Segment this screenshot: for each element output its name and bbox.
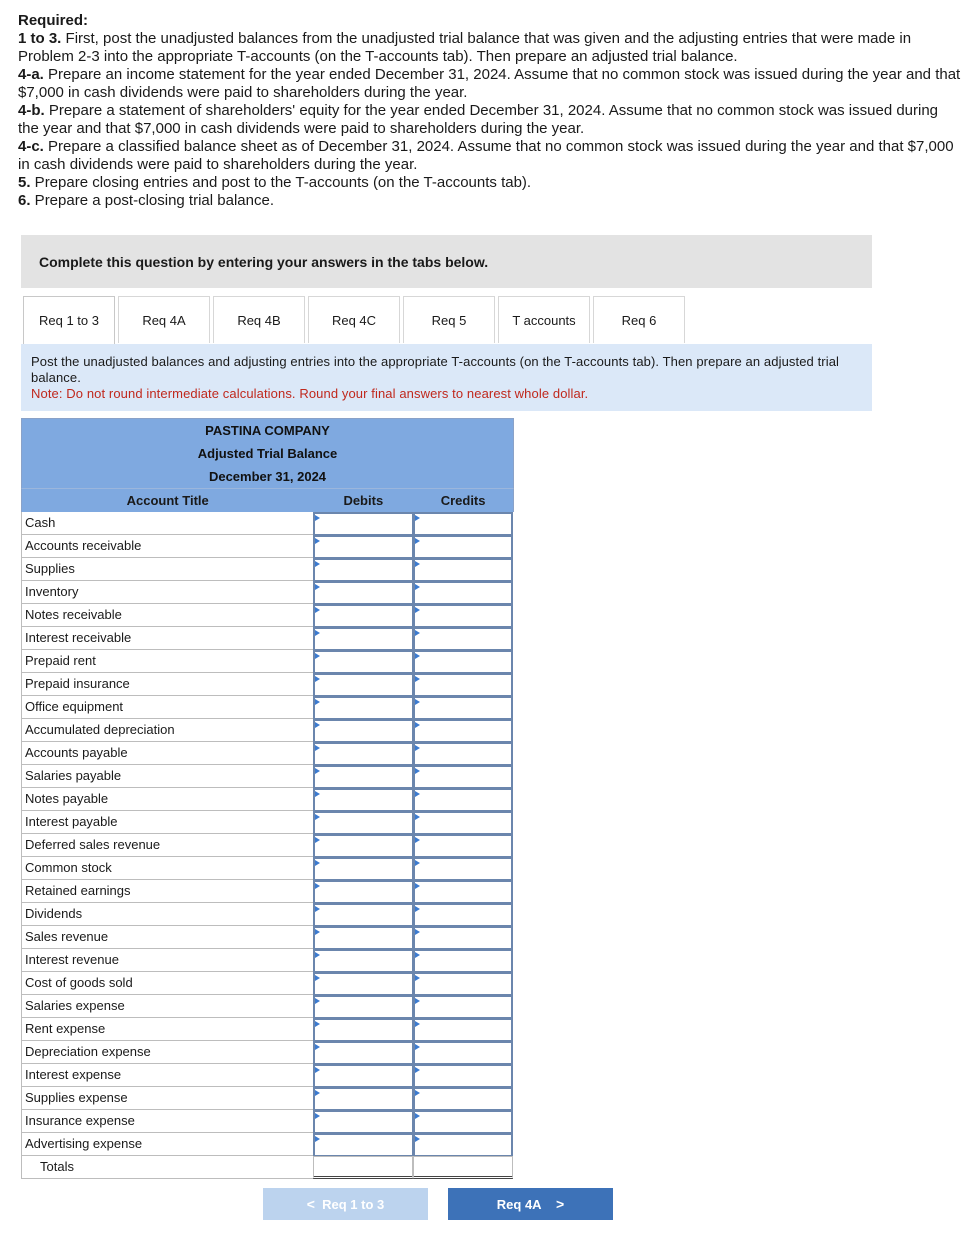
requirement-number: 5.	[18, 174, 31, 191]
requirement-text: Prepare closing entries and post to the T-accounts (on the T-accounts tab).	[30, 174, 532, 191]
credit-input[interactable]	[415, 698, 511, 718]
dropdown-marker-icon	[415, 584, 420, 590]
table-row	[21, 742, 514, 765]
dropdown-marker-icon	[415, 998, 420, 1004]
debit-input[interactable]	[315, 1043, 412, 1063]
account-title: Interest payable	[22, 811, 313, 834]
debit-cell	[313, 581, 413, 604]
dropdown-marker-icon	[415, 791, 420, 797]
credit-input[interactable]	[415, 1135, 511, 1155]
credit-input[interactable]	[415, 1020, 511, 1040]
debit-cell	[313, 926, 413, 949]
dropdown-marker-icon	[315, 1021, 320, 1027]
requirement-item	[18, 192, 963, 210]
debit-cell	[313, 512, 413, 535]
credit-input[interactable]	[415, 974, 511, 994]
debit-input[interactable]	[315, 905, 412, 925]
requirement-text: Prepare a post-closing trial balance.	[30, 192, 274, 209]
dropdown-marker-icon	[415, 768, 420, 774]
debit-input[interactable]	[315, 744, 412, 764]
table-row	[21, 512, 514, 535]
credit-input[interactable]	[415, 767, 511, 787]
chevron-left-icon: <	[306, 1196, 315, 1212]
debit-input[interactable]	[315, 767, 412, 787]
dropdown-marker-icon	[315, 768, 320, 774]
table-row	[21, 696, 514, 719]
table-row	[21, 604, 514, 627]
dropdown-marker-icon	[315, 791, 320, 797]
credit-cell	[413, 949, 513, 972]
debit-cell	[313, 880, 413, 903]
tab-req-4c[interactable]: Req 4C	[308, 296, 400, 343]
table-row	[21, 673, 514, 696]
dropdown-marker-icon	[315, 630, 320, 636]
table-row	[21, 581, 514, 604]
debit-input[interactable]	[315, 859, 412, 879]
debit-input[interactable]	[315, 790, 412, 810]
requirements-list	[18, 30, 963, 210]
next-button-label: Req 4A	[496, 1196, 542, 1212]
account-title-header: Account Title	[126, 493, 209, 508]
debit-input[interactable]	[315, 583, 412, 603]
dropdown-marker-icon	[315, 837, 320, 843]
credit-input[interactable]	[415, 997, 511, 1017]
company-name: PASTINA COMPANY	[21, 418, 514, 442]
tab-t-accounts[interactable]: T accounts	[498, 296, 590, 343]
debit-cell	[313, 972, 413, 995]
account-title: Interest expense	[22, 1064, 313, 1087]
debit-input[interactable]	[315, 1089, 412, 1109]
credits-header: Credits	[440, 493, 486, 508]
credit-input[interactable]	[415, 813, 511, 833]
debit-cell	[313, 1110, 413, 1133]
dropdown-marker-icon	[415, 975, 420, 981]
debit-input[interactable]	[315, 1135, 412, 1155]
debit-input[interactable]	[315, 514, 412, 534]
requirement-number: 4-c.	[18, 138, 44, 155]
credit-input[interactable]	[415, 882, 511, 902]
credit-cell	[413, 1041, 513, 1064]
total-credits-cell	[413, 1156, 513, 1179]
dropdown-marker-icon	[315, 1113, 320, 1119]
tab-req-6[interactable]: Req 6	[593, 296, 685, 343]
table-row	[21, 650, 514, 673]
account-title: Advertising expense	[22, 1133, 313, 1156]
table-row	[21, 765, 514, 788]
requirement-number: 1 to 3.	[18, 30, 62, 47]
credit-input[interactable]	[415, 629, 511, 649]
credit-cell	[413, 558, 513, 581]
requirement-number: 6.	[18, 192, 31, 209]
credit-cell	[413, 719, 513, 742]
dropdown-marker-icon	[415, 745, 420, 751]
debit-cell	[313, 1064, 413, 1087]
credit-input[interactable]	[415, 537, 511, 557]
debit-input[interactable]	[315, 1020, 412, 1040]
table-row	[21, 788, 514, 811]
credit-input[interactable]	[415, 1066, 511, 1086]
table-row	[21, 719, 514, 742]
credit-input[interactable]	[415, 836, 511, 856]
credit-cell	[413, 696, 513, 719]
dropdown-marker-icon	[415, 699, 420, 705]
credit-cell	[413, 650, 513, 673]
adjusted-trial-balance-table	[21, 418, 514, 1179]
dropdown-marker-icon	[315, 538, 320, 544]
requirement-text: Prepare a classified balance sheet as of December 31, 2024. Assume that no common stock was issued during the year and that $7,000 in cash dividends were paid to shareholders during the year.	[18, 138, 954, 173]
debit-cell	[313, 650, 413, 673]
requirement-number: 4-a.	[18, 66, 44, 83]
dropdown-marker-icon	[415, 607, 420, 613]
debit-cell	[313, 742, 413, 765]
debit-cell	[313, 949, 413, 972]
dropdown-marker-icon	[315, 722, 320, 728]
dropdown-marker-icon	[415, 630, 420, 636]
account-title: Insurance expense	[22, 1110, 313, 1133]
account-title: Accounts receivable	[22, 535, 313, 558]
table-row	[21, 926, 514, 949]
prev-button-label: Req 1 to 3	[322, 1196, 385, 1212]
dropdown-marker-icon	[315, 515, 320, 521]
dropdown-marker-icon	[315, 952, 320, 958]
credit-input[interactable]	[415, 790, 511, 810]
dropdown-marker-icon	[315, 1044, 320, 1050]
debit-cell	[313, 1041, 413, 1064]
dropdown-marker-icon	[415, 1090, 420, 1096]
credit-cell	[413, 742, 513, 765]
debit-cell	[313, 1133, 413, 1156]
credit-cell	[413, 972, 513, 995]
credit-cell	[413, 903, 513, 926]
table-row	[21, 880, 514, 903]
statement-title: Adjusted Trial Balance	[21, 442, 514, 465]
debit-input[interactable]	[315, 537, 412, 557]
dropdown-marker-icon	[415, 952, 420, 958]
debit-input[interactable]	[315, 652, 412, 672]
debit-cell	[313, 995, 413, 1018]
debit-input[interactable]	[315, 1112, 412, 1132]
credit-cell	[413, 627, 513, 650]
dropdown-marker-icon	[315, 814, 320, 820]
account-title: Interest revenue	[22, 949, 313, 972]
credit-input[interactable]	[415, 1043, 511, 1063]
account-title: Supplies	[22, 558, 313, 581]
table-row	[21, 834, 514, 857]
debit-cell	[313, 535, 413, 558]
dropdown-marker-icon	[415, 1067, 420, 1073]
dropdown-marker-icon	[415, 515, 420, 521]
table-row	[21, 627, 514, 650]
account-title: Notes receivable	[22, 604, 313, 627]
dropdown-marker-icon	[415, 538, 420, 544]
credit-cell	[413, 581, 513, 604]
dropdown-marker-icon	[415, 929, 420, 935]
debit-cell	[313, 857, 413, 880]
dropdown-marker-icon	[315, 998, 320, 1004]
debit-cell	[313, 719, 413, 742]
credit-cell	[413, 673, 513, 696]
credit-cell	[413, 512, 513, 535]
requirement-item	[18, 30, 963, 66]
dropdown-marker-icon	[415, 1044, 420, 1050]
debit-cell	[313, 673, 413, 696]
requirement-text: Prepare an income statement for the year ended December 31, 2024. Assume that no common stock was issued during the year and that $7,000 in cash dividends were paid to shareholders during the year.	[18, 66, 961, 101]
dropdown-marker-icon	[415, 906, 420, 912]
debit-cell	[313, 788, 413, 811]
credit-input[interactable]	[415, 744, 511, 764]
debit-input[interactable]	[315, 928, 412, 948]
credit-input[interactable]	[415, 514, 511, 534]
debit-input[interactable]	[315, 721, 412, 741]
debit-input[interactable]	[315, 606, 412, 626]
credit-input[interactable]	[415, 1089, 511, 1109]
debit-cell	[313, 604, 413, 627]
tab-req-4b[interactable]: Req 4B	[213, 296, 305, 343]
credit-input[interactable]	[415, 606, 511, 626]
dropdown-marker-icon	[315, 699, 320, 705]
debit-input[interactable]	[315, 675, 412, 695]
dropdown-marker-icon	[315, 607, 320, 613]
account-title: Cost of goods sold	[22, 972, 313, 995]
table-row	[21, 1133, 514, 1156]
credit-input[interactable]	[415, 721, 511, 741]
credit-cell	[413, 1064, 513, 1087]
dropdown-marker-icon	[415, 676, 420, 682]
totals-label: Totals	[22, 1156, 313, 1179]
debit-cell	[313, 1087, 413, 1110]
requirement-number: 4-b.	[18, 102, 45, 119]
table-row	[21, 811, 514, 834]
debit-input[interactable]	[315, 836, 412, 856]
account-title: Sales revenue	[22, 926, 313, 949]
dropdown-marker-icon	[415, 837, 420, 843]
credit-cell	[413, 834, 513, 857]
account-title: Cash	[22, 512, 313, 535]
tab-req-5[interactable]: Req 5	[403, 296, 495, 343]
dropdown-marker-icon	[415, 814, 420, 820]
debit-cell	[313, 696, 413, 719]
account-title: Interest receivable	[22, 627, 313, 650]
credit-cell	[413, 765, 513, 788]
debit-cell	[313, 811, 413, 834]
table-row	[21, 1110, 514, 1133]
account-title: Accounts payable	[22, 742, 313, 765]
account-title: Inventory	[22, 581, 313, 604]
dropdown-marker-icon	[415, 653, 420, 659]
credit-cell	[413, 1133, 513, 1156]
dropdown-marker-icon	[315, 883, 320, 889]
dropdown-marker-icon	[415, 883, 420, 889]
credit-cell	[413, 788, 513, 811]
credit-input[interactable]	[415, 560, 511, 580]
table-row	[21, 903, 514, 926]
account-title: Prepaid insurance	[22, 673, 313, 696]
dropdown-marker-icon	[415, 860, 420, 866]
table-row	[21, 857, 514, 880]
account-title: Dividends	[22, 903, 313, 926]
account-title: Office equipment	[22, 696, 313, 719]
credit-input[interactable]	[415, 675, 511, 695]
table-row	[21, 1041, 514, 1064]
debit-input[interactable]	[315, 997, 412, 1017]
column-header-row	[21, 488, 514, 512]
table-row	[21, 1018, 514, 1041]
credit-cell	[413, 995, 513, 1018]
account-title: Prepaid rent	[22, 650, 313, 673]
dropdown-marker-icon	[315, 745, 320, 751]
instruction-banner: Complete this question by entering your answers in the tabs below.	[21, 235, 872, 288]
dropdown-marker-icon	[415, 561, 420, 567]
table-row	[21, 558, 514, 581]
debit-input[interactable]	[315, 813, 412, 833]
requirement-item	[18, 66, 963, 102]
dropdown-marker-icon	[315, 929, 320, 935]
debit-cell	[313, 834, 413, 857]
statement-date: December 31, 2024	[21, 465, 514, 488]
requirements-block	[18, 12, 963, 210]
account-title: Salaries payable	[22, 765, 313, 788]
dropdown-marker-icon	[415, 722, 420, 728]
credit-input[interactable]	[415, 905, 511, 925]
debit-input[interactable]	[315, 560, 412, 580]
account-title: Retained earnings	[22, 880, 313, 903]
debit-cell	[313, 903, 413, 926]
debit-input[interactable]	[315, 698, 412, 718]
credit-input[interactable]	[415, 859, 511, 879]
totals-row	[21, 1156, 514, 1179]
dropdown-marker-icon	[315, 1136, 320, 1142]
tab-req-4a[interactable]: Req 4A	[118, 296, 210, 343]
credit-cell	[413, 926, 513, 949]
account-title: Notes payable	[22, 788, 313, 811]
required-heading: Required:	[18, 12, 89, 29]
table-row	[21, 535, 514, 558]
requirement-item	[18, 102, 963, 138]
account-title: Depreciation expense	[22, 1041, 313, 1064]
account-title: Salaries expense	[22, 995, 313, 1018]
dropdown-marker-icon	[415, 1021, 420, 1027]
table-row	[21, 972, 514, 995]
debit-cell	[313, 627, 413, 650]
table-row	[21, 995, 514, 1018]
debit-cell	[313, 765, 413, 788]
dropdown-marker-icon	[315, 860, 320, 866]
requirement-text: First, post the unadjusted balances from the unadjusted trial balance that was given and the adjusting entries that were made in Problem 2-3 into the appropriate T-accounts (on the T-accounts tab). Then prepare an adjusted trial balance.	[18, 30, 912, 65]
debit-cell	[313, 558, 413, 581]
tab-bar	[23, 296, 688, 344]
table-body	[21, 512, 514, 1156]
debit-input[interactable]	[315, 882, 412, 902]
tab-req-1-to-3[interactable]: Req 1 to 3	[23, 296, 115, 344]
total-debits-cell	[313, 1156, 413, 1179]
dropdown-marker-icon	[315, 653, 320, 659]
credit-cell	[413, 811, 513, 834]
credit-input[interactable]	[415, 951, 511, 971]
credit-cell	[413, 1018, 513, 1041]
account-title: Rent expense	[22, 1018, 313, 1041]
account-title: Accumulated depreciation	[22, 719, 313, 742]
tab-instructions	[21, 344, 872, 411]
requirement-item	[18, 138, 963, 174]
debit-cell	[313, 1018, 413, 1041]
credit-cell	[413, 1110, 513, 1133]
credit-input[interactable]	[415, 583, 511, 603]
debit-input[interactable]	[315, 951, 412, 971]
dropdown-marker-icon	[315, 676, 320, 682]
credit-cell	[413, 535, 513, 558]
dropdown-marker-icon	[415, 1113, 420, 1119]
requirement-item	[18, 174, 963, 192]
chevron-right-icon: >	[556, 1196, 565, 1212]
requirement-text: Prepare a statement of shareholders' equity for the year ended December 31, 2024. Assume that no common stock was issued during the year and that $7,000 in cash dividends were paid to shareholders during the year.	[18, 102, 939, 137]
account-title: Supplies expense	[22, 1087, 313, 1110]
dropdown-marker-icon	[315, 1067, 320, 1073]
credit-cell	[413, 880, 513, 903]
dropdown-marker-icon	[415, 1136, 420, 1142]
credit-input[interactable]	[415, 1112, 511, 1132]
rounding-note: Note: Do not round intermediate calculations. Round your final answers to nearest whole dollar.	[31, 386, 589, 401]
prev-tab-button[interactable]	[263, 1188, 428, 1220]
credit-cell	[413, 1087, 513, 1110]
table-row	[21, 1087, 514, 1110]
credit-cell	[413, 857, 513, 880]
credit-input[interactable]	[415, 652, 511, 672]
dropdown-marker-icon	[315, 1090, 320, 1096]
instruction-text: Post the unadjusted balances and adjusting entries into the appropriate T-accounts (on the T-accounts tab). Then prepare an adjusted trial balance.	[31, 354, 840, 385]
credit-cell	[413, 604, 513, 627]
debit-input[interactable]	[315, 629, 412, 649]
dropdown-marker-icon	[315, 561, 320, 567]
dropdown-marker-icon	[315, 906, 320, 912]
debits-header: Debits	[343, 493, 384, 508]
account-title: Deferred sales revenue	[22, 834, 313, 857]
debit-input[interactable]	[315, 1066, 412, 1086]
next-tab-button[interactable]	[448, 1188, 613, 1220]
dropdown-marker-icon	[315, 975, 320, 981]
debit-input[interactable]	[315, 974, 412, 994]
table-row	[21, 1064, 514, 1087]
dropdown-marker-icon	[315, 584, 320, 590]
credit-input[interactable]	[415, 928, 511, 948]
table-row	[21, 949, 514, 972]
account-title: Common stock	[22, 857, 313, 880]
